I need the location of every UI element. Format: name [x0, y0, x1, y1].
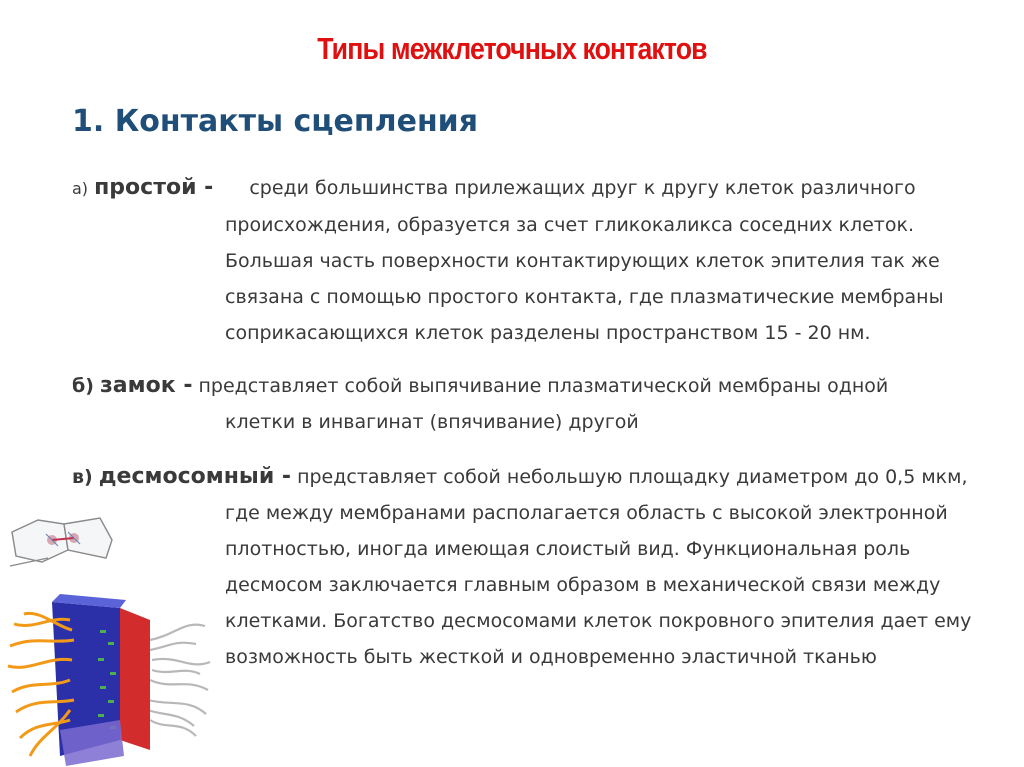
paragraph-lead	[72, 177, 219, 199]
item-term: десмосомный -	[98, 464, 292, 489]
section-heading: 1. Контакты сцепления	[72, 104, 478, 139]
desmosome-illustration	[0, 580, 220, 767]
item-text: среди большинства прилежащих друг к другу клеток различного	[249, 177, 916, 199]
item-text-line: Большая часть поверхности контактирующих клеток эпителия так же	[225, 250, 940, 272]
slide-title: Типы межклеточных контактов	[317, 31, 707, 66]
item-term: замок -	[100, 373, 193, 398]
item-text-line: возможность быть жесткой и одновременно эластичной тканью	[225, 646, 877, 668]
item-marker: а)	[72, 179, 89, 198]
paragraph-first-line	[72, 170, 944, 207]
item-term: простой -	[94, 175, 214, 200]
item-marker: в)	[72, 466, 93, 488]
item-text-line: происхождения, образуется за счет гликокаликса соседних клеток.	[225, 214, 915, 236]
item-text-line: связана с помощью простого контакта, где плазматические мембраны	[225, 286, 944, 308]
item-text-line: клетками. Богатство десмосомами клеток покровного эпителия дает ему	[225, 610, 972, 632]
paragraph-simple-contact	[72, 170, 944, 351]
item-text: представляет собой выпячивание плазматической мембраны одной	[198, 375, 889, 397]
cells-sketch-illustration	[8, 510, 118, 572]
item-text-line: плотностью, иногда имеющая слоистый вид. Функциональная роль	[225, 538, 911, 560]
item-text-line: где между мембранами располагается область с высокой электронной	[225, 502, 948, 524]
paragraph-first-line	[72, 368, 888, 404]
item-text-line: десмосом заключается главным образом в механической связи между	[225, 574, 941, 596]
item-marker: б)	[72, 375, 94, 397]
item-text-line: клетки в инвагинат (впячивание) другой	[225, 411, 639, 433]
item-text-line: соприкасающихся клеток разделены пространством 15 - 20 нм.	[225, 322, 871, 344]
item-text: представляет собой небольшую площадку диаметром до 0,5 мкм,	[297, 466, 968, 488]
paragraph-first-line	[72, 459, 971, 495]
paragraph-lock-contact	[72, 368, 888, 440]
